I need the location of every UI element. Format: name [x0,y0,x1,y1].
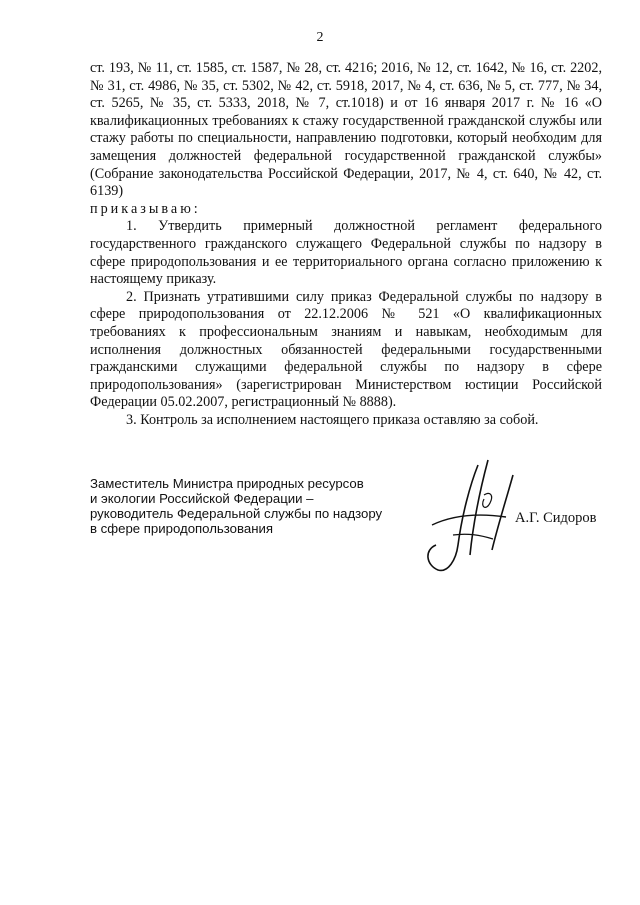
position-line-1: Заместитель Министра природных ресурсов [90,476,364,491]
order-item-1: 1. Утвердить примерный должностной регламент федерального государственного гражданского служащего Федеральной службы по надзору в сфере природопользования и ее территориального органа согласно приложению к настоящему приказу. [90,218,602,288]
signatory-position [90,476,390,536]
order-item-3: 3. Контроль за исполнением настоящего приказа оставляю за собой. [126,411,539,428]
position-line-3: руководитель Федеральной службы по надзору [90,506,383,521]
intro-paragraph: ст. 193, № 11, ст. 1585, ст. 1587, № 28, ст. 4216; 2016, № 12, ст. 1642, № 16, ст. 2202, № 31, ст. 4986, № 35, ст. 5302, № 42, ст. 5918, 2017, № 4, ст. 636, № 5, ст. 777, № 34, ст. 5265, № 35, ст. 5333, 2018, № 7, ст.1018) и от 16 января 2017 г. № 16 «О квалификационных требованиях к стажу государственной гражданской службы или стажу работы по специальности, направлению подготовки, который необходим для замещения должностей федеральной государственной гражданской службы» (Собрание законодательства Российской Федерации, 2017, № 4, ст. 640, № 42, ст. 6139) [90,60,602,200]
position-line-2: и экологии Российской Федерации – [90,491,314,506]
page-number: 2 [316,30,324,45]
handwritten-signature [418,455,528,580]
order-word: приказываю: [90,200,201,217]
position-line-4: в сфере природопользования [90,521,273,536]
order-item-2: 2. Признать утратившими силу приказ Федеральной службы по надзору в сфере природопользования от 22.12.2006 № 521 «О квалификационных требованиях к профессиональным знаниям и навыкам, необходимым для исполнения должностных обязанностей федеральными государственными гражданскими служащими федеральной службы по надзору в сфере природопользования» (зарегистрирован Министерством юстиции Российской Федерации 05.02.2007, регистрационный № 8888). [90,288,602,411]
signatory-name: А.Г. Сидоров [515,510,597,526]
document-body [90,60,602,429]
